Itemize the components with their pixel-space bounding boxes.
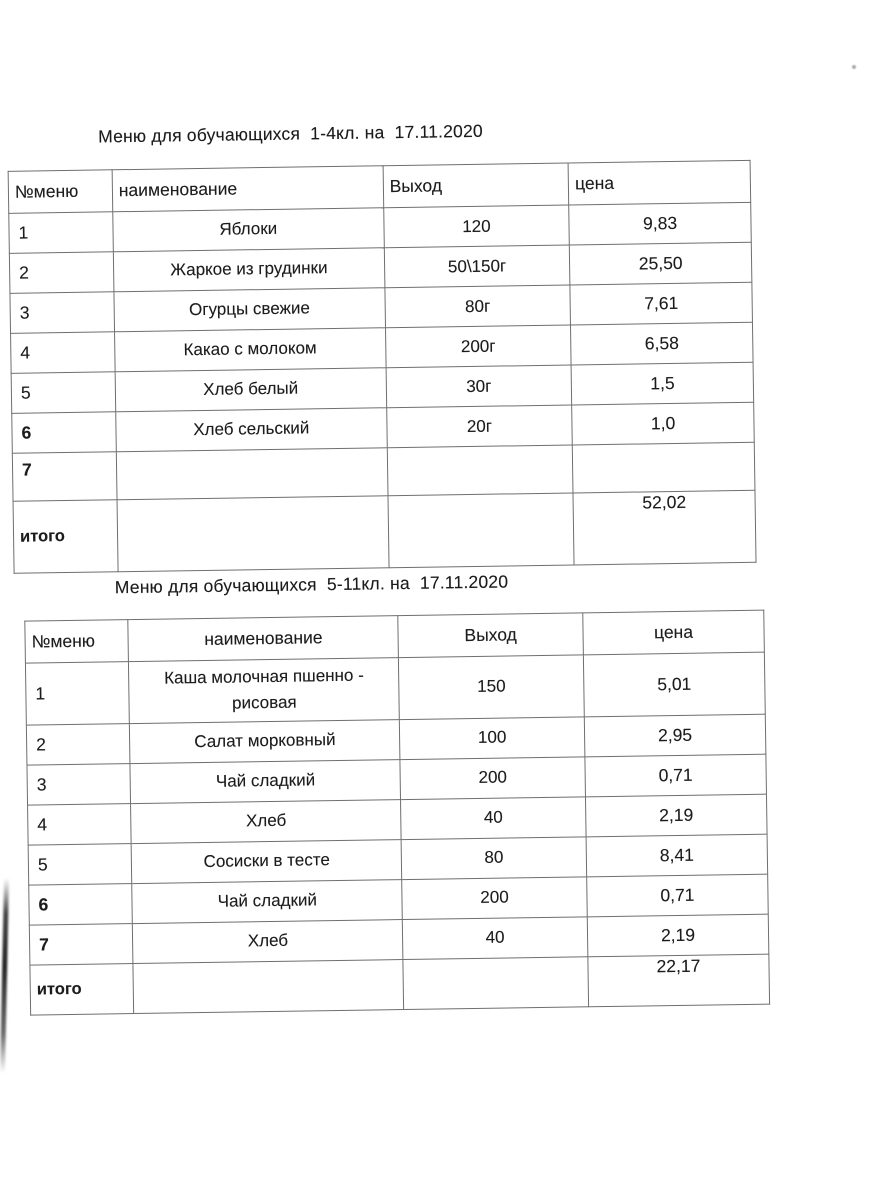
- cell-price: 0,71: [585, 754, 767, 797]
- cell-num: 4: [28, 803, 132, 845]
- menu-title-grades-1-4: Меню для обучающихся 1-4кл. на 17.11.2020: [97, 120, 484, 147]
- total-label: итого: [30, 963, 134, 1015]
- cell-num: 5: [28, 843, 132, 885]
- table-row: [25, 652, 765, 725]
- column-header-name: наименование: [112, 166, 383, 212]
- cell-name: Какао с молоком: [114, 328, 385, 372]
- cell-name: Жаркое из грудинки: [113, 248, 384, 292]
- cell-output: 40: [402, 917, 587, 960]
- cell-num: 2: [9, 252, 113, 294]
- cell-name: Огурцы свежие: [114, 288, 385, 332]
- total-empty-cell: [388, 493, 575, 568]
- column-header-menu-number: №меню: [25, 620, 129, 664]
- cell-output: 200: [402, 877, 587, 920]
- cell-output: 30г: [386, 365, 572, 408]
- cell-price: 0,71: [587, 874, 769, 917]
- cell-price: 5,01: [583, 652, 765, 716]
- menu-title-grades-5-11: Меню для обучающихся 5-11кл. на 17.11.2020: [114, 571, 509, 598]
- total-empty-cell: [133, 959, 403, 1013]
- cell-price: 2,95: [584, 714, 766, 757]
- scan-artifact-speck: [852, 65, 856, 69]
- menu-table-grades-5-11: [24, 610, 770, 1016]
- cell-name: Яблоки: [113, 208, 384, 252]
- cell-output: 200: [400, 757, 585, 800]
- cell-output: 100: [400, 717, 585, 760]
- column-header-menu-number: №меню: [8, 170, 112, 214]
- cell-output: 40: [401, 797, 586, 840]
- total-empty-cell: [403, 957, 588, 1010]
- cell-name: Хлеб сельский: [116, 408, 387, 452]
- cell-output: 150: [399, 655, 585, 719]
- column-header-name: наименование: [128, 616, 398, 662]
- cell-price: 7,61: [570, 282, 752, 325]
- cell-num: 3: [27, 763, 131, 805]
- cell-price: 6,58: [571, 322, 753, 365]
- column-header-output: Выход: [398, 613, 583, 658]
- total-label: итого: [13, 500, 118, 574]
- cell-num: 1: [25, 662, 129, 725]
- cell-output: 80г: [385, 285, 571, 328]
- cell-num: 5: [11, 372, 115, 414]
- cell-output: 80: [401, 837, 586, 880]
- cell-num: 7: [29, 923, 133, 965]
- cell-num: 2: [26, 723, 130, 765]
- cell-output: 120: [383, 205, 569, 248]
- cell-output: 20г: [386, 405, 572, 448]
- cell-name: [116, 448, 388, 500]
- cell-num: 3: [10, 292, 114, 334]
- cell-num: 6: [12, 412, 116, 454]
- cell-output: 200г: [385, 325, 571, 368]
- cell-num: 1: [9, 212, 113, 254]
- cell-num: 4: [11, 332, 115, 374]
- cell-output: 50\150г: [384, 245, 570, 288]
- menu-table-grades-1-4: [8, 160, 757, 574]
- cell-num: 7: [12, 452, 117, 502]
- cell-price: 25,50: [569, 242, 751, 285]
- total-row: [13, 490, 756, 573]
- cell-name: Хлеб: [133, 919, 403, 963]
- cell-price: [572, 442, 754, 493]
- cell-price: 1,5: [571, 362, 753, 405]
- cell-price: 8,41: [586, 834, 768, 877]
- cell-price: 2,19: [587, 914, 769, 957]
- cell-name: Сосиски в тесте: [132, 839, 402, 883]
- cell-price: 2,19: [585, 794, 767, 837]
- cell-name: Чай сладкий: [130, 759, 400, 803]
- cell-name: Каша молочная пшенно - рисовая: [129, 658, 400, 724]
- total-empty-cell: [117, 496, 389, 572]
- cell-output: [387, 445, 573, 496]
- cell-name: Хлеб белый: [115, 368, 386, 412]
- cell-name: Салат морковный: [130, 719, 400, 763]
- total-row: [30, 954, 770, 1015]
- column-header-output: Выход: [383, 163, 569, 208]
- cell-name: Хлеб: [131, 799, 401, 843]
- total-value: 22,17: [588, 954, 770, 1007]
- cell-price: 1,0: [572, 402, 754, 445]
- column-header-price: цена: [583, 610, 765, 655]
- cell-name: Чай сладкий: [132, 879, 402, 923]
- cell-num: 6: [29, 883, 133, 925]
- column-header-price: цена: [568, 160, 750, 205]
- total-value: 52,02: [573, 490, 756, 565]
- cell-price: 9,83: [569, 202, 751, 245]
